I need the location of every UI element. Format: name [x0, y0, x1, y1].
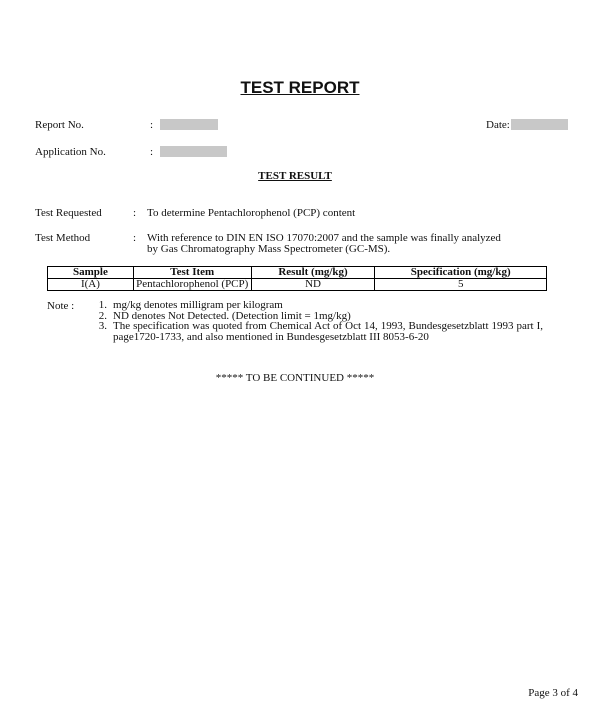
test-requested-colon: :	[133, 207, 137, 219]
table-row	[48, 279, 547, 291]
date-label: Date:	[486, 119, 510, 131]
header-result: Result (mg/kg)	[251, 267, 375, 279]
results-table	[47, 266, 547, 291]
report-no-label: Report No.	[35, 119, 84, 131]
note-text: mg/kg denotes milligram per kilogram	[113, 299, 283, 311]
note-number: 1.	[98, 299, 107, 311]
page-number: Page 3 of 4	[528, 687, 578, 699]
report-no-redacted	[160, 119, 218, 130]
test-requested-label: Test Requested	[35, 207, 102, 219]
list-item	[93, 321, 543, 342]
test-requested-value: To determine Pentachlorophenol (PCP) content	[147, 207, 356, 219]
application-no-colon: :	[150, 146, 154, 158]
report-no-colon: :	[150, 119, 154, 131]
header-specification: Specification (mg/kg)	[375, 267, 547, 279]
note-text: The specification was quoted from Chemical Act of Oct 14, 1993, Bundesgesetzblatt 1993 part I, page1720-1733, and also mentioned in Bundesgesetzblatt III 8053-6-20	[113, 320, 543, 343]
note-label: Note :	[47, 300, 75, 312]
test-method-label: Test Method	[35, 232, 91, 244]
cell-result: ND	[251, 279, 375, 291]
test-method-line2: by Gas Chromatography Mass Spectrometer (GC-MS).	[147, 243, 391, 255]
report-title: TEST REPORT	[240, 78, 360, 97]
application-no-label: Application No.	[35, 146, 106, 158]
header-test-item: Test Item	[133, 267, 251, 279]
header-sample: Sample	[48, 267, 134, 279]
cell-test-item: Pentachlorophenol (PCP)	[133, 279, 251, 291]
cell-sample: I(A)	[48, 279, 134, 291]
test-method-colon: :	[133, 232, 137, 244]
date-redacted	[511, 119, 568, 130]
cell-specification: 5	[375, 279, 547, 291]
note-number: 2.	[98, 309, 107, 322]
section-title: TEST RESULT	[258, 170, 332, 182]
list-item	[93, 300, 543, 311]
to-be-continued: ***** TO BE CONTINUED *****	[215, 372, 375, 384]
application-no-redacted	[160, 146, 227, 157]
results-header-row	[48, 267, 547, 279]
note-number: 3.	[98, 320, 107, 332]
note-text: ND denotes Not Detected. (Detection limit = 1mg/kg)	[113, 309, 351, 322]
notes-list	[93, 300, 543, 342]
test-method-line1: With reference to DIN EN ISO 17070:2007 and the sample was finally analyzed	[147, 232, 501, 244]
